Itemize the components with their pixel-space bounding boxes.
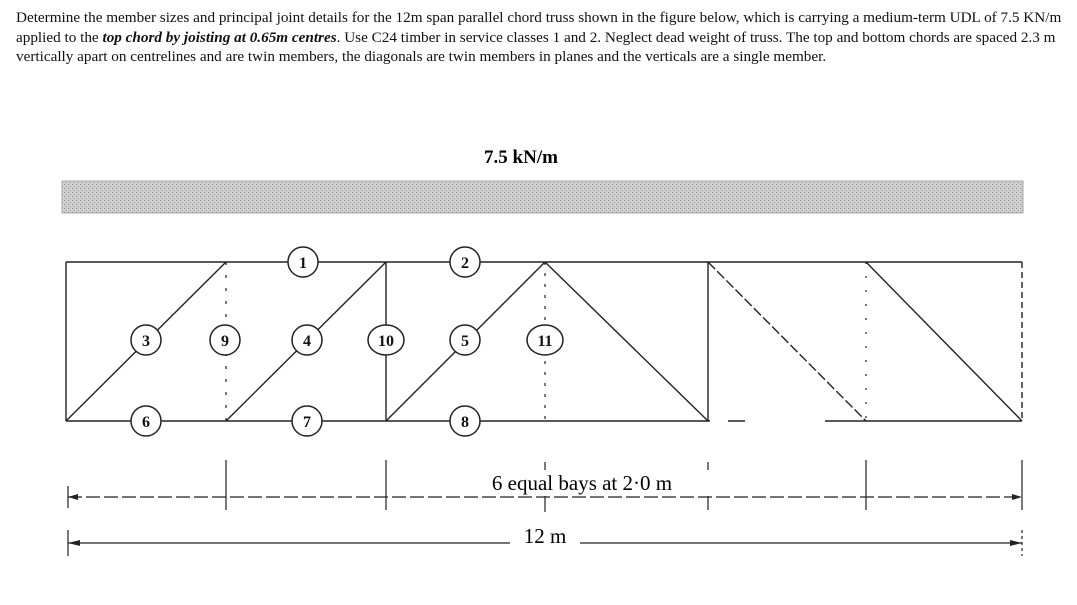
- member-number-11: 11: [537, 333, 553, 350]
- member-number-1: 1: [299, 255, 307, 272]
- member-number-2: 2: [461, 255, 469, 272]
- problem-text-emphasis: top chord by joisting at 0.65m centres: [102, 28, 337, 46]
- member-number-3: 3: [142, 333, 150, 350]
- member-number-9: 9: [221, 333, 229, 350]
- arrow-right-span: [1010, 540, 1022, 546]
- member-number-10: 10: [378, 333, 394, 350]
- arrow-left-span: [68, 540, 80, 546]
- member-number-7: 7: [303, 414, 311, 431]
- load-label: 7.5 kN/m: [484, 147, 558, 168]
- member-number-5: 5: [461, 333, 469, 350]
- span-label: 12 m: [523, 524, 567, 548]
- member-number-6: 6: [142, 414, 150, 431]
- diagonal-right-2: [708, 262, 866, 421]
- problem-text-part2: . Use C24 timber in service classes 1 and 2. Neglect dead weight of truss. The top and bottom chords are spaced 2.3 m vertically apart on centrelines and are twin members, the diagonals are twin members in planes and the verticals are a single member.: [16, 28, 1056, 66]
- problem-text-part1: Determine the member sizes and principal joint details for the 12m span parallel chord truss shown in the figure below, which is carrying a medium-term UDL of 7.5 KN/m applied to the: [16, 9, 1062, 46]
- member-number-4: 4: [303, 333, 311, 350]
- arrow-right-bays: [1012, 494, 1022, 500]
- udl-bar: [62, 181, 1023, 213]
- bays-label: 6 equal bays at 2·0 m: [491, 471, 673, 495]
- diagonal-right-3: [866, 262, 1022, 421]
- member-labels: [131, 247, 563, 436]
- diagonal-right-1: [545, 262, 708, 421]
- member-number-8: 8: [461, 414, 469, 431]
- arrow-left-bays: [68, 494, 78, 500]
